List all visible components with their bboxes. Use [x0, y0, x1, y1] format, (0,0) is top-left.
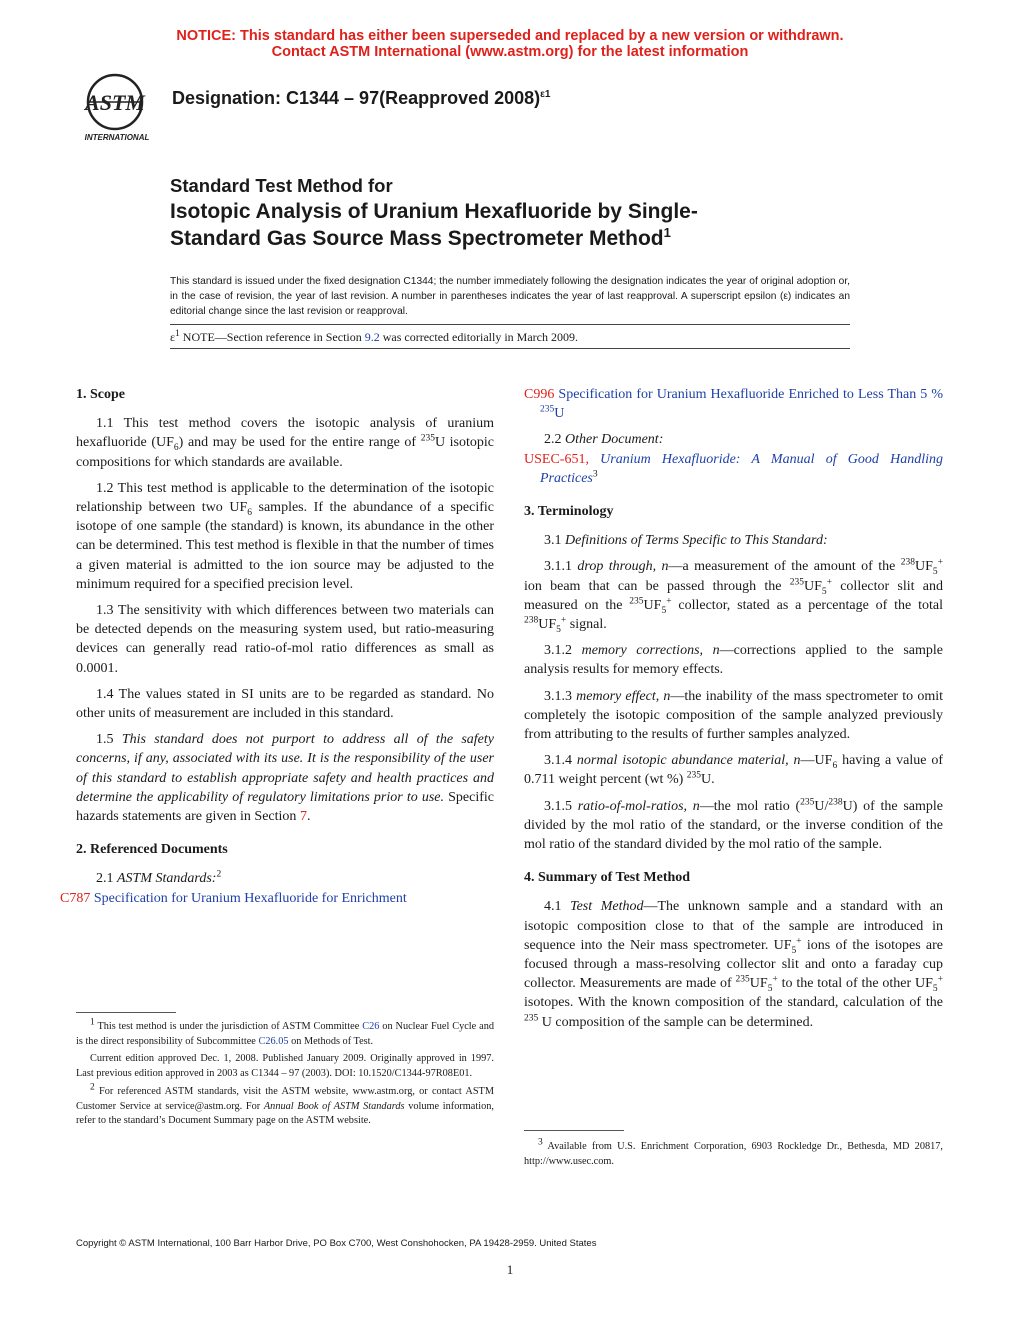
- issued-statement: This standard is issued under the fixed designation C1344; the number immediately following the designation indicates the year of original adoption or, in the case of revision, the year of last revision. A number in parentheses indicates the year of last reapproval. A superscript epsilon (ε) indicates an editorial change since the last revision or reapproval.: [170, 276, 850, 317]
- page-number: 1: [506, 1262, 514, 1277]
- footnote-rule-right: [524, 1130, 624, 1131]
- usec-651-title-link[interactable]: Uranium Hexafluoride: A Manual of Good Handling Practices: [540, 451, 943, 486]
- section-1-heading: 1. Scope: [76, 387, 125, 402]
- c787-link[interactable]: C787: [60, 890, 91, 906]
- astm-logo: [72, 70, 162, 146]
- title-line-3: Standard Gas Source Mass Spectrometer Method$^1$: [170, 225, 671, 250]
- section-4-heading: 4. Summary of Test Method: [524, 870, 691, 886]
- para-4-1: 4.1 Test Method—The unknown sample and a standard with an isotopic composition close to that of the sample are introduced in sequence into the Neir mass spectrometer. $UF_5^+$ ions of the isotopes are focused through a mass-resolving collector slit and onto a faraday cup collector. Measurements are made of $^{235}UF_5^+$ to the total of the other $UF_5^+$ isotopes. With the known composition of the standard, calculation of the $^{235}$ U composition of the sample can be determined.: [524, 899, 944, 1030]
- c26-link[interactable]: C26: [362, 1021, 380, 1032]
- divider-top: [170, 324, 850, 325]
- definition-drop-through: 3.1.1 drop through, n—a measurement of the amount of the $^{238}UF_5^+$ ion beam that can be passed through the $^{235}UF_5^+$ collector slit and measured on the $^{235}UF_5^+$ collector, stated as a percentage of the total $^{238}UF_5^+$ signal.: [524, 557, 944, 635]
- reference-usec-651: USEC-651, Uranium Hexafluoride: A Manual of Good Handling Practices$^3$: [524, 451, 943, 486]
- para-2-1: 2.1 ASTM Standards:$^2$: [96, 869, 222, 887]
- section-9-2-link[interactable]: 9.2: [364, 330, 380, 344]
- copyright: Copyright © ASTM International, 100 Barr Harbor Drive, PO Box C700, West Conshohocken, PA 19428-2959. United States: [76, 1238, 597, 1249]
- title-line-1: Standard Test Method for: [170, 175, 393, 196]
- footnote-rule-left: [76, 1012, 176, 1013]
- editorial-note: $\varepsilon^1$ NOTE—Section reference in Section 9.2 was corrected editorially in March 2009.: [170, 329, 578, 344]
- right-column: [524, 385, 943, 1039]
- left-column: [60, 385, 495, 915]
- definition-ratio-of-mol-ratios: 3.1.5 ratio-of-mol-ratios, n—the mol ratio ($^{235}$U/$^{238}$U) of the sample divided by the mol ratio of the standard, or the inverse condition of the mol ratio of the standard divided by the mol ratio of the sample.: [524, 797, 944, 853]
- notice-line-1: NOTICE: This standard has either been superseded and replaced by a new version or withdrawn.: [176, 28, 844, 44]
- section-3-heading: 3. Terminology: [524, 504, 614, 520]
- logo-text: ASTM: [85, 90, 145, 115]
- title-line-2: Isotopic Analysis of Uranium Hexafluoride by Single-: [170, 200, 698, 223]
- para-1-4: 1.4 The values stated in SI units are to be regarded as standard. No other units of measurement are included in this standard.: [76, 686, 494, 722]
- footnote-1-edition: Current edition approved Dec. 1, 2008. Published January 2009. Originally approved in 1997. Last previous edition approved in 2003 as C1344 – 97 (2003). DOI: 10.1520/C1344-97R08E01.: [76, 1053, 494, 1080]
- c26-05-link[interactable]: C26.05: [258, 1035, 289, 1047]
- para-1-5: 1.5 This standard does not purport to address all of the safety concerns, if any, associated with its use. It is the responsibility of the user of this standard to establish appropriate safety and health practices and determine the applicability of regulatory limitations prior to use. Specific hazards statements are given in Section 7.: [76, 732, 495, 825]
- definition-normal-isotopic-abundance: 3.1.4 normal isotopic abundance material, $n—UF_6$ having a value of 0.711 weight percent (wt %) $^{235}$U.: [524, 753, 944, 788]
- para-2-2: 2.2 Other Document:: [544, 432, 664, 448]
- document-title: [170, 174, 698, 252]
- definition-memory-effect: 3.1.3 memory effect, n—the inability of the mass spectrometer to omit completely the isotopic composition of the sample analyzed previously from attributing to the results of further samples analyzed.: [524, 688, 943, 743]
- para-1-3: 1.3 The sensitivity with which differences between two materials can be detected depends on the measuring system used, but ratio-measuring devices can generally read ratio-of-mol ratio differences as small as 0.0001.: [76, 603, 494, 676]
- footnote-3: $^3$ Available from U.S. Enrichment Corporation, 6903 Rockledge Dr., Bethesda, MD 20817, http://www.usec.com.: [524, 1137, 943, 1167]
- c996-title-link[interactable]: Specification for Uranium Hexafluoride Enriched to Less Than 5 % $^{235}$U: [540, 387, 943, 422]
- logo-subtext: INTERNATIONAL: [84, 133, 150, 142]
- footnote-2: $^2$ For referenced ASTM standards, visit the ASTM website, www.astm.org, or contact ASTM Customer Service at service@astm.org. For Annual Book of ASTM Standards volume information, refer to the standard’s Document Summary page on the ASTM website.: [76, 1082, 494, 1127]
- reference-c996: [524, 385, 943, 423]
- para-3-1: 3.1 Definitions of Terms Specific to This Standard:: [544, 533, 828, 549]
- usec-651-link[interactable]: USEC-651,: [524, 451, 589, 467]
- c787-title-link[interactable]: Specification for Uranium Hexafluoride for Enrichment: [90, 890, 407, 906]
- footnotes-right: [524, 1137, 943, 1169]
- section-2-heading: 2. Referenced Documents: [76, 842, 228, 858]
- designation: Designation: C1344 – 97(Reapproved 2008)$^{\varepsilon 1}$: [172, 88, 551, 108]
- notice-line-2: Contact ASTM International (www.astm.org) for the latest information: [271, 44, 749, 60]
- footnotes-left: [76, 1017, 494, 1129]
- divider-bottom: [170, 348, 850, 349]
- section-7-link[interactable]: 7: [299, 809, 307, 825]
- para-1-1: 1.1 This test method covers the isotopic analysis of uranium hexafluoride $(UF_6)$ and may be used for the entire range of $^{235}$U isotopic compositions for which standards are available.: [76, 416, 494, 470]
- definition-memory-corrections: 3.1.2 memory corrections, n—corrections applied to the sample analysis results for memory effects.: [524, 643, 943, 678]
- footnote-1: $^1$ This test method is under the jurisdiction of ASTM Committee C26 on Nuclear Fuel Cycle and is the direct responsibility of Subcommittee C26.05 on Methods of Test.: [76, 1017, 494, 1047]
- para-1-2: 1.2 This test method is applicable to the determination of the isotopic relationship between two $UF_6$ samples. If the abundance of a specific isotope of one sample (the standard) is known, its abundance in the other can be determined. This test method is flexible in that the number of times a given material is admitted to the ion source may be adjusted to the minimum required for a specified precision level.: [76, 480, 494, 592]
- c996-link[interactable]: C996: [524, 387, 555, 402]
- reference-c787: [60, 889, 494, 908]
